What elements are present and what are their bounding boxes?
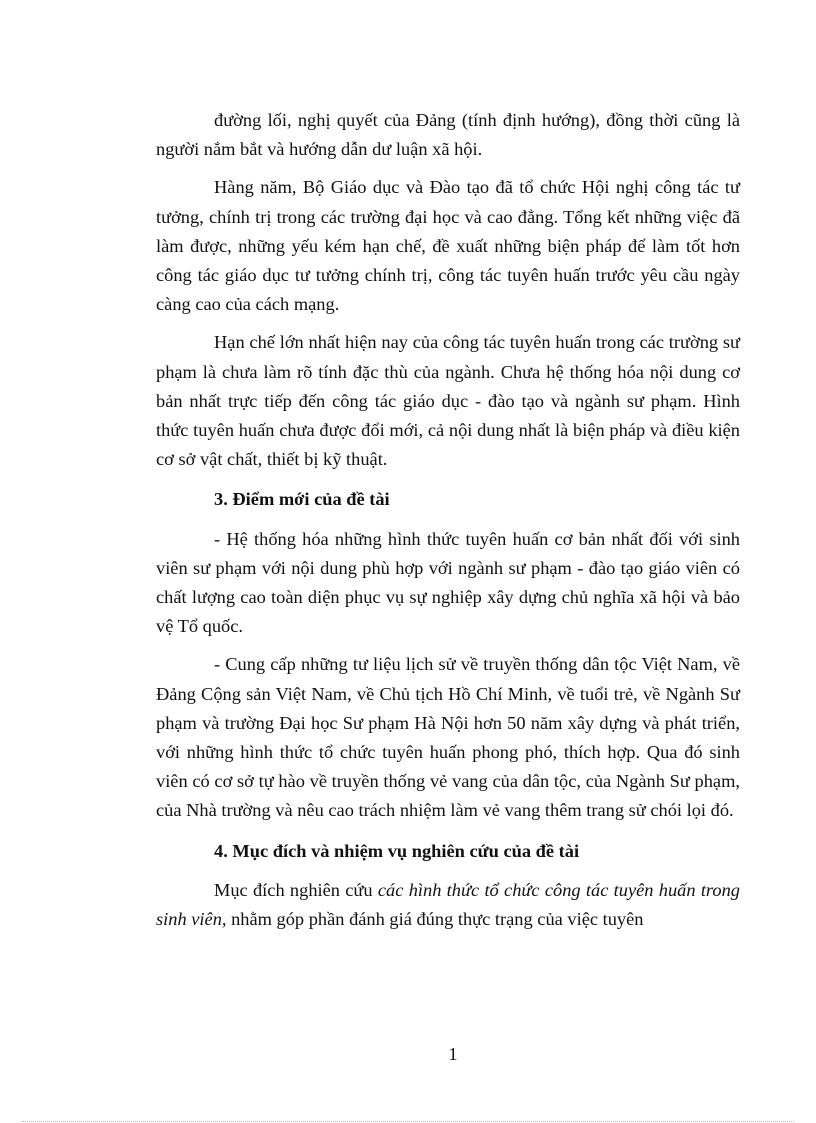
section-heading-3: 3. Điểm mới của đề tài — [214, 489, 390, 510]
page-bottom-divider — [22, 1121, 794, 1122]
section-heading-4: 4. Mục đích và nhiệm vụ nghiên cứu của đề tài — [214, 840, 580, 861]
paragraph-historical-materials: - Cung cấp những tư liệu lịch sử về truyền thống dân tộc Việt Nam, về Đảng Cộng sản Việt Nam, về Chủ tịch Hồ Chí Minh, về tuổi trẻ, về Ngành Sư phạm và trường Đại học Sư phạm Hà Nội hơn 50 năm xây dựng và phát triển, với những hình thức tổ chức tuyên huấn phong phó, thích hợp. Qua đó sinh viên có cơ sở tự hào về truyền thống vẻ vang của dân tộc, của Ngành Sư phạm, của Nhà trường và nêu cao trách nhiệm làm vẻ vang thêm trang sử chói lọi đó. — [156, 654, 740, 821]
purpose-text-start: Mục đích nghiên cứu — [214, 879, 378, 900]
purpose-text-end: nhằm góp phần đánh giá đúng thực trạng của việc tuyên — [226, 909, 644, 930]
paragraph-annual-conference: Hàng năm, Bộ Giáo dục và Đào tạo đã tổ chức Hội nghị công tác tư tưởng, chính trị trong các trường đại học và cao đẳng. Tổng kết những việc đã làm được, những yếu kém hạn chế, đề xuất những biện pháp để làm tốt hơn công tác giáo dục tư tưởng chính trị, công tác tuyên huấn trước yêu cầu ngày càng cao của cách mạng. — [156, 177, 740, 315]
paragraph-continuation: đường lối, nghị quyết của Đảng (tính định hướng), đồng thời cũng là người nắm bắt và hướng dẫn dư luận xã hội. — [156, 110, 740, 160]
paragraph-research-purpose — [156, 876, 740, 934]
page-content — [156, 106, 740, 934]
purpose-text-italic: các hình thức tổ chức công tác tuyên huấn trong sinh viên, — [156, 879, 740, 930]
page-number: 1 — [448, 1044, 458, 1064]
paragraph-systematize: - Hệ thống hóa những hình thức tuyên huấn cơ bản nhất đối với sinh viên sư phạm với nội dung phù hợp với ngành sư phạm - đào tạo giáo viên có chất lượng cao toàn diện phục vụ sự nghiệp xây dựng chủ nghĩa xã hội và bảo vệ Tổ quốc. — [156, 528, 740, 637]
paragraph-limitations: Hạn chế lớn nhất hiện nay của công tác tuyên huấn trong các trường sư phạm là chưa làm rõ tính đặc thù của ngành. Chưa hệ thống hóa nội dung cơ bản nhất trực tiếp đến công tác giáo dục - đào tạo và ngành sư phạm. Hình thức tuyên huấn chưa được đổi mới, cả nội dung nhất là biện pháp và điều kiện cơ sở vật chất, thiết bị kỹ thuật. — [156, 332, 740, 470]
